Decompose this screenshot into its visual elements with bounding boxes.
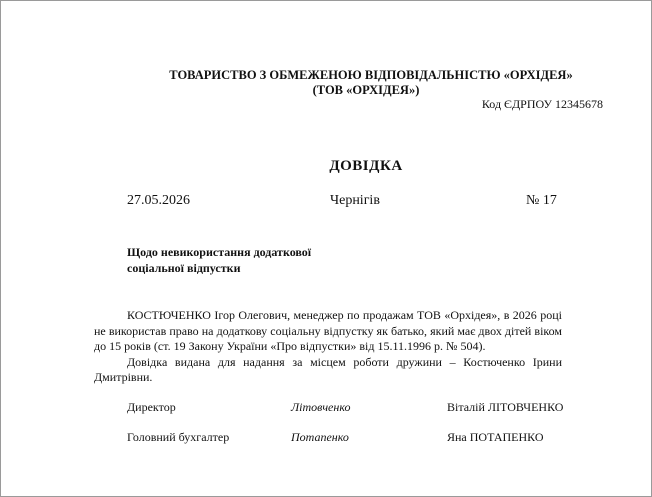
document-subject	[127, 244, 387, 276]
signature-handwritten: Літовченко	[291, 400, 351, 414]
document-title: ДОВІДКА	[329, 158, 403, 174]
signature-row-director	[1, 399, 652, 415]
subject-line-2: соціальної відпустки	[127, 261, 241, 275]
signature-name: Яна ПОТАПЕНКО	[447, 430, 544, 444]
body-paragraph-1: КОСТЮЧЕНКО Ігор Олегович, менеджер по продажам ТОВ «Орхідея», в 2026 році не використав право на додаткову соціальну відпустку як батько, який має двох дітей віком до 15 років (ст. 19 Закону України «Про відпустки» від 15.11.1996 р. № 504).	[94, 308, 562, 353]
subject-line-1: Щодо невикористання додаткової	[127, 245, 312, 259]
document-date: 27.05.2026	[127, 193, 190, 208]
signature-position: Головний бухгалтер	[127, 430, 230, 444]
edrpou-code: Код ЄДРПОУ 12345678	[481, 97, 603, 111]
signature-position: Директор	[127, 400, 176, 414]
signature-handwritten: Потапенко	[291, 430, 349, 444]
document-number: № 17	[526, 193, 557, 208]
body-paragraph-2: Довідка видана для надання за місцем роботи дружини – Костюченко Ірини Дмитрівни.	[94, 354, 562, 384]
signature-row-accountant	[1, 429, 652, 445]
signature-name: Віталій ЛІТОВЧЕНКО	[447, 400, 564, 414]
organization-name: ТОВАРИСТВО З ОБМЕЖЕНОЮ ВІДПОВІДАЛЬНІСТЮ «ОРХІДЕЯ»	[169, 68, 573, 82]
document-body	[94, 308, 562, 386]
organization-short-name: (ТОВ «ОРХІДЕЯ»)	[312, 83, 420, 97]
document-city: Чернігів	[330, 193, 380, 208]
